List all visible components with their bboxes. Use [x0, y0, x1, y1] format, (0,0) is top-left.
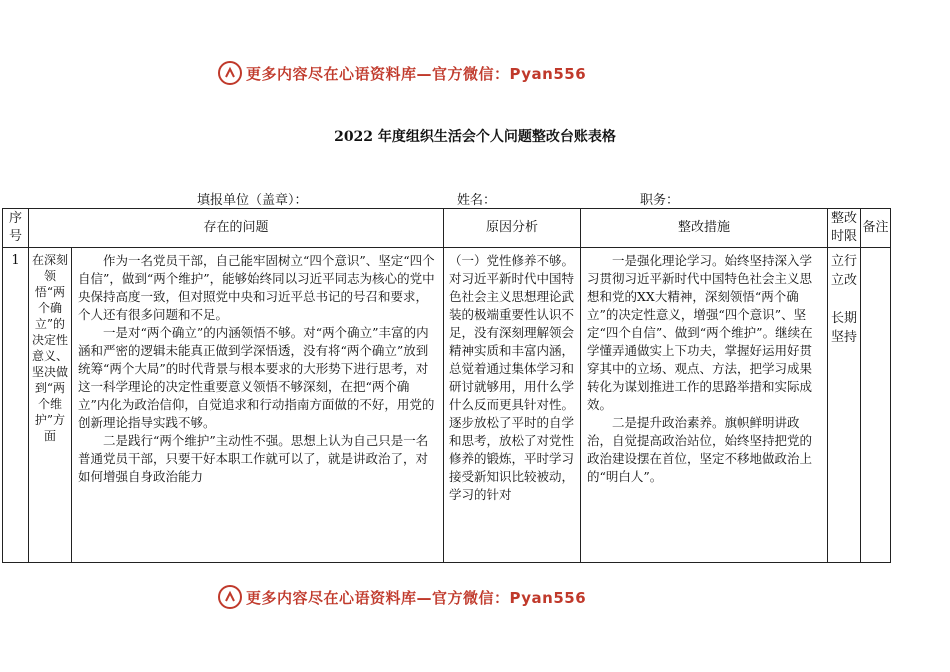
- unit-label: 填报单位（盖章）：: [197, 193, 308, 208]
- top-watermark-banner: [218, 60, 586, 86]
- table-row: [3, 248, 891, 563]
- measure-paragraph: 二是提升政治素养。旗帜鲜明讲政治，自觉提高政治站位，始终坚持把党的政治建设摆在首位，坚定不移地做政治上的“明白人”。: [587, 415, 813, 484]
- header-cause: 原因分析: [444, 209, 581, 248]
- problem-paragraph: 一是对“两个确立”的内涵领悟不够。对“两个确立”丰富的内涵和严密的逻辑未能真正做到学深悟透，没有将“两个确立”放到统筹“两个大局”的时代背景与根本要求的大形势下进行思考，对这一科学理论的决定性重要意义领悟不够深刻，在把“两个确立”内化为政治信仰，自觉追求和行动指南方面做的不好，用党的创新理论指导实践不够。: [78, 325, 435, 430]
- deadline-long-term: 长期坚持: [831, 311, 858, 345]
- row-number: 1: [11, 253, 20, 268]
- problem-description: [72, 248, 443, 562]
- header-measure: 整改措施: [581, 209, 828, 248]
- problem-paragraph: 二是践行“两个维护”主动性不强。思想上认为自己只是一名普通党员干部，只要干好本职工作就可以了，就是讲政治了，对如何增强自身政治能力: [78, 433, 429, 484]
- header-note: 备注: [861, 209, 891, 248]
- banner-text: 更多内容尽在心语资料库—官方微信：Pyan556: [246, 64, 587, 83]
- banner-text: 更多内容尽在心语资料库—官方微信：Pyan556: [246, 588, 587, 607]
- rectification-table: [2, 208, 891, 563]
- cause-analysis: （一）党性修养不够。对习近平新时代中国特色社会主义思想理论武装的极端重要性认识不足，没有深刻理解领会精神实质和丰富内涵，总觉着通过集体学习和研讨就够用，用什么学什么反而更具针对性。逐步放松了平时的自学和思考，放松了对党性修养的锻炼，平时学习接受新知识比较被动，学习的针对: [449, 253, 575, 502]
- header-deadline: 整改时限: [828, 209, 861, 248]
- problem-category: 在深刻领悟“两个确立”的决定性意义、坚决做到“两个维护”方面: [31, 253, 68, 443]
- header-problem: 存在的问题: [29, 209, 444, 248]
- note-cell: [861, 248, 890, 554]
- measure-paragraph: 一是强化理论学习。始终坚持深入学习贯彻习近平新时代中国特色社会主义思想和党的XX大精神，深刻领悟“两个确立”的决定性意义，增强“四个意识”、坚定“四个自信”、做到“两个维护”。继续在学懂弄通做实上下功夫，掌握好运用好贯穿其中的立场、观点、方法，把学习成果转化为谋划推进工作的思路举措和实际成效。: [587, 253, 813, 412]
- name-label: 姓名：: [457, 193, 497, 208]
- deadline-immediate: 立行立改: [831, 254, 858, 288]
- bottom-watermark-banner: [218, 584, 586, 610]
- problem-paragraph: 作为一名党员干部，自己能牢固树立“四个意识”、坚定“四个自信”，做到“两个维护”，能够始终同以习近平同志为核心的党中央保持高度一致，但对照党中央和习近平总书记的号召和要求，个人还有很多问题和不足。: [78, 253, 435, 322]
- logo-icon: [218, 61, 242, 85]
- position-label: 职务：: [640, 193, 680, 208]
- rectification-measures: [581, 248, 827, 562]
- logo-icon: [218, 585, 242, 609]
- table-header-row: [3, 209, 891, 248]
- document-title: 2022 年度组织生活会个人问题整改台账表格: [334, 129, 616, 145]
- deadline-cell: [828, 248, 860, 562]
- header-no: 序号: [3, 209, 29, 248]
